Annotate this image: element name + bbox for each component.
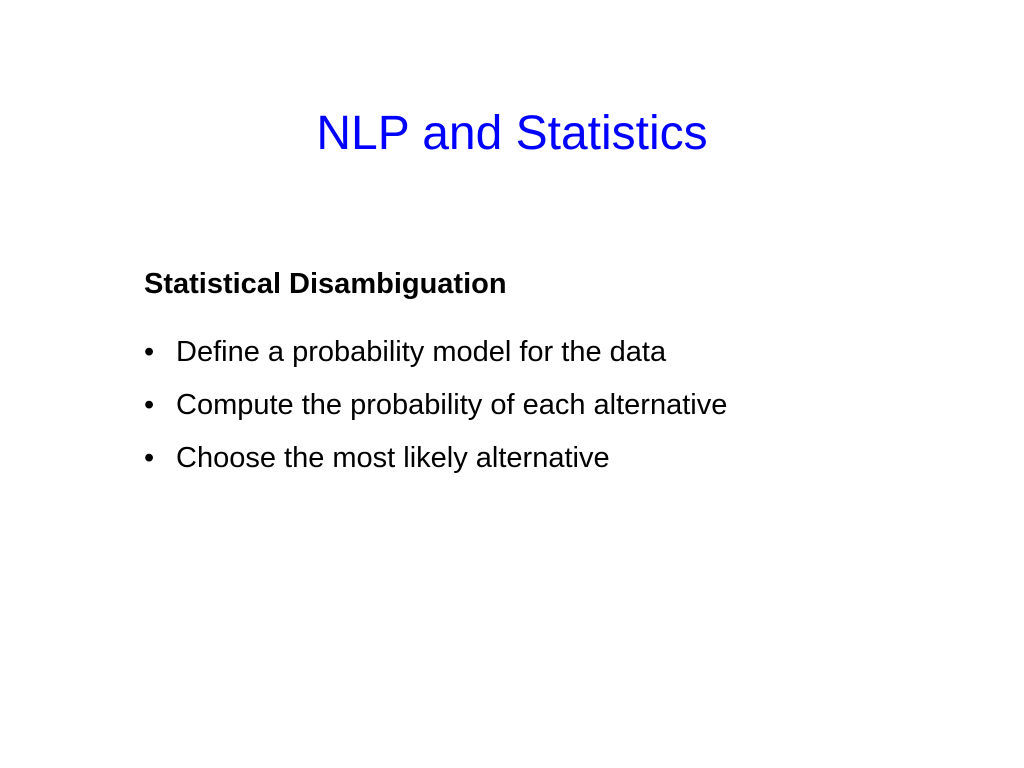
bullet-icon: • [144, 336, 155, 368]
bullet-icon: • [144, 389, 155, 421]
bullet-text: Compute the probability of each alternative [176, 389, 728, 421]
slide-title: NLP and Statistics [316, 107, 708, 160]
bullet-text: Define a probability model for the data [176, 336, 667, 368]
bullet-icon: • [144, 442, 155, 474]
bullet-text: Choose the most likely alternative [176, 442, 610, 474]
section-heading: Statistical Disambiguation [144, 268, 507, 300]
